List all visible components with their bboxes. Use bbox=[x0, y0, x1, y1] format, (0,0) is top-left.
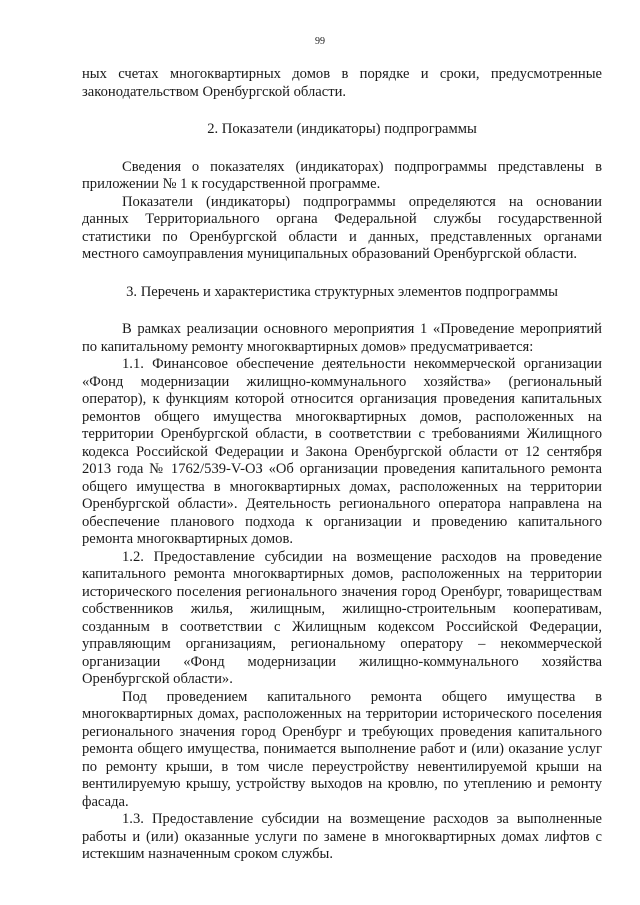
paragraph-item-1-3: 1.3. Предоставление субсидии на возмещение расходов за выполненные работы и (или) оказанные услуги по замене в многоквартирных домах лифтов с истекшим назначенным сроком службы. bbox=[82, 811, 602, 862]
section-heading-2: 2. Показатели (индикаторы) подпрограммы bbox=[207, 121, 477, 137]
paragraph-indicators-info: Сведения о показателях (индикаторах) подпрограммы представлены в приложении № 1 к государственной программе. bbox=[82, 158, 602, 192]
document-body bbox=[82, 66, 602, 864]
paragraph-capital-repair-definition: Под проведением капитального ремонта общего имущества в многоквартирных домах, расположенных на территории исторического поселения регионального значения город Оренбург и требующих проведения капитального ремонта общего имущества, понимается выполнение работ и (или) оказание услуг по ремонту крыши, в том числе переустройству невентилируемой крыши на вентилируемую крышу, устройству выходов на кровлю, по утеплению и ремонту фасада. bbox=[82, 688, 602, 810]
paragraph-item-1-2: 1.2. Предоставление субсидии на возмещение расходов на проведение капитального ремонта многоквартирных домов, расположенных на территории исторического поселения регионального значения город Оренбург, товариществам собственников жилья, жилищным, жилищно-строительным кооперативам, созданным в соответствии с Жилищным кодексом Российской Федерации, управляющим организациям, региональному оператору – некоммерческой организации «Фонд модернизации жилищно-коммунального хозяйства Оренбургской области». bbox=[82, 548, 602, 687]
spacer bbox=[82, 301, 602, 321]
paragraph-item-1-1: 1.1. Финансовое обеспечение деятельности некоммерческой организации «Фонд модернизации жилищно-коммунального хозяйства» (региональный оператор), к функциям которой относится организация проведения капитальных ремонтов общего имущества многоквартирных домов, расположенных на территории Оренбургской области, в соответствии с требованиями Жилищного кодекса Российской Федерации и Закона Оренбургской области от 12 сентября 2013 года № 1762/539-V-ОЗ «Об организации проведения капитального ремонта общего имущества в многоквартирных домах, расположенных на территории Оренбургской области». Деятельность регионального оператора направлена на обеспечение планового подхода к организации и проведению капитального ремонта многоквартирных домов. bbox=[82, 356, 602, 547]
paragraph-indicators-source: Показатели (индикаторы) подпрограммы определяются на основании данных Территориального органа Федеральной службы государственной статистики по Оренбургской области и данных, представленных органами местного самоуправления муниципальных образований Оренбургской области. bbox=[82, 193, 602, 262]
spacer bbox=[82, 264, 602, 284]
section-heading-3: 3. Перечень и характеристика структурных элементов подпрограммы bbox=[126, 283, 558, 300]
paragraph-main-activity: В рамках реализации основного мероприятия 1 «Проведение мероприятий по капитальному ремонту многоквартирных домов» предусматривается: bbox=[82, 321, 602, 355]
paragraph-continuation: ных счетах многоквартирных домов в порядке и сроки, предусмотренные законодательством Оренбургской области. bbox=[82, 66, 602, 100]
spacer bbox=[82, 139, 602, 159]
spacer bbox=[82, 101, 602, 121]
page-number: 99 bbox=[315, 36, 325, 47]
